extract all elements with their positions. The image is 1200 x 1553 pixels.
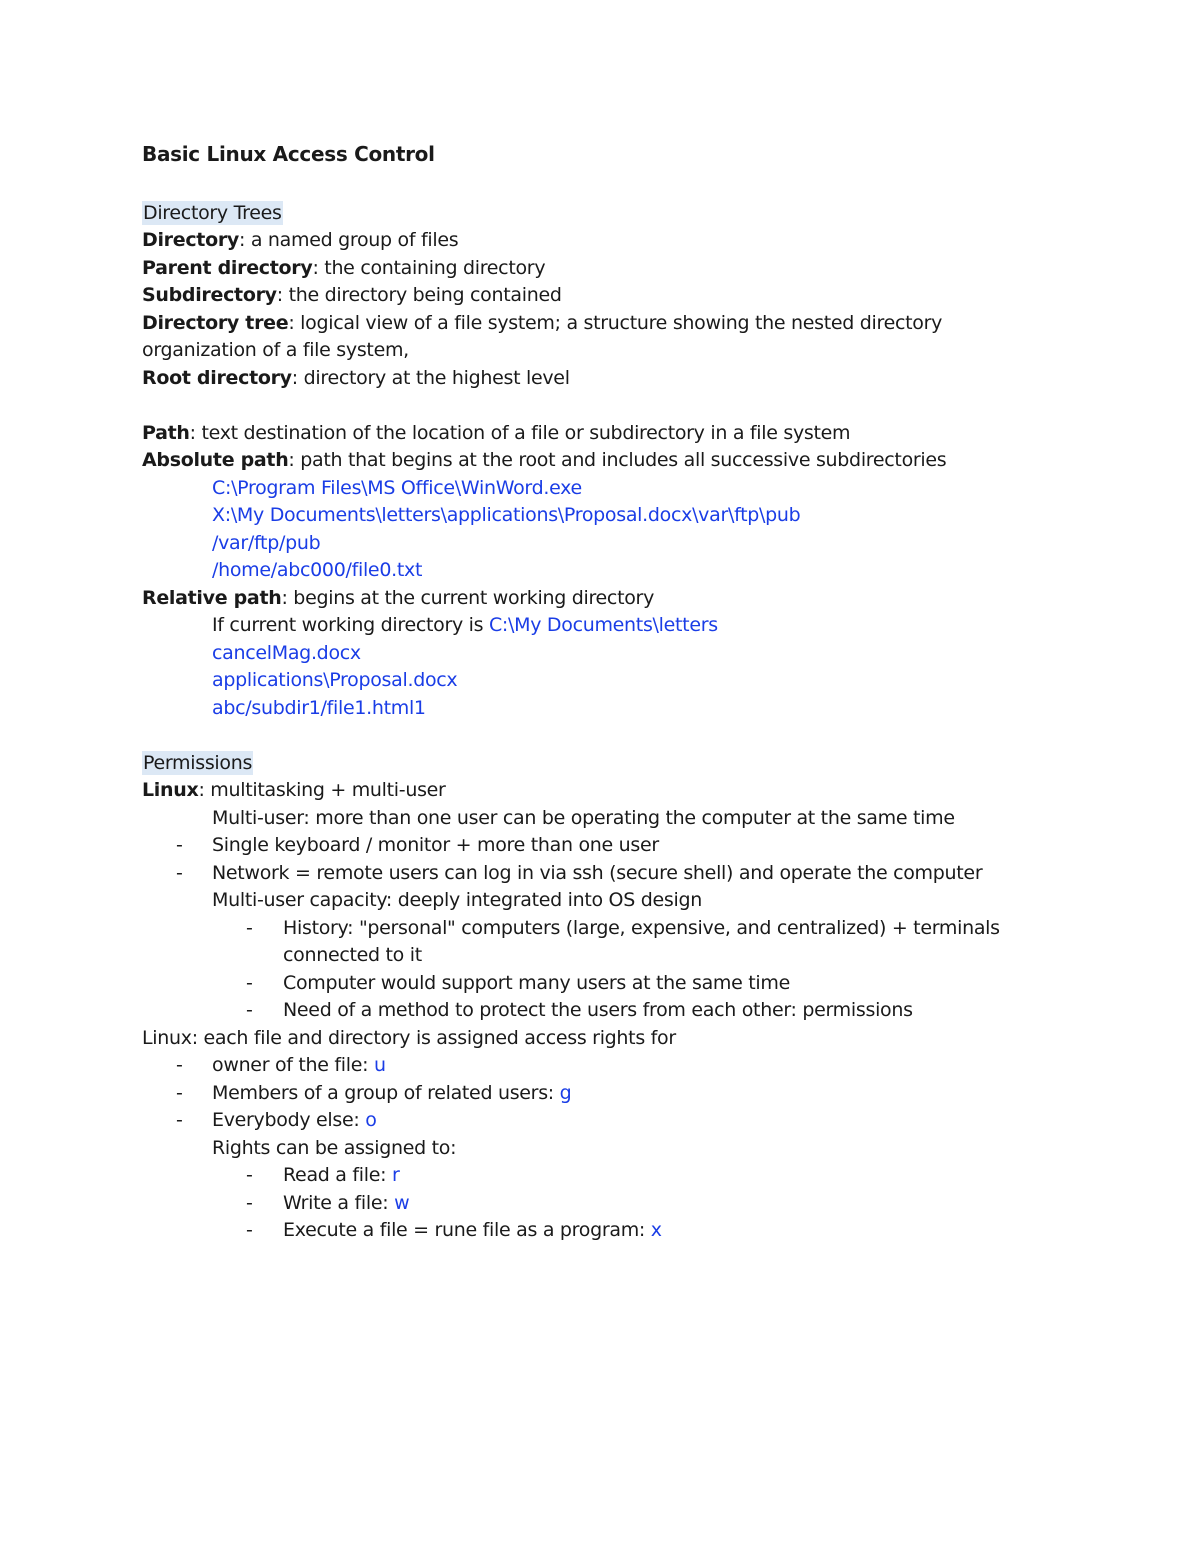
- def-path: Path: text destination of the location of a file or subdirectory in a file system: [142, 421, 851, 444]
- list-item: - Members of a group of related users: g: [176, 1081, 572, 1104]
- list-item: - Everybody else: o: [176, 1109, 377, 1131]
- list-item: - Need of a method to protect the users from each other: permissions: [246, 999, 913, 1021]
- list-item: - Execute a file = rune file as a program: x: [246, 1219, 662, 1241]
- page-title: Basic Linux Access Control: [142, 142, 435, 166]
- list-item: - Network = remote users can log in via ssh (secure shell) and operate the computer: [176, 861, 983, 884]
- def-root-directory: Root directory: directory at the highest level: [142, 366, 570, 389]
- relative-path-example: cancelMag.docx: [212, 641, 361, 664]
- list-item: - History: "personal" computers (large, expensive, and centralized) + terminals: [246, 916, 1000, 939]
- relative-path-example: abc/subdir1/file1.html1: [212, 696, 426, 719]
- def-relative-path: Relative path: begins at the current working directory: [142, 586, 655, 609]
- multi-user-capacity: Multi-user capacity: deeply integrated into OS design: [212, 889, 702, 911]
- list-item: - Computer would support many users at the same time: [246, 971, 790, 994]
- def-directory-tree-cont: organization of a file system,: [142, 339, 409, 361]
- def-parent-directory: Parent directory: the containing directory: [142, 256, 546, 279]
- section-heading-directory-trees: Directory Trees: [143, 201, 282, 224]
- def-directory: Directory: a named group of files: [142, 229, 459, 251]
- def-linux: Linux: multitasking + multi-user: [142, 779, 446, 801]
- absolute-path-example: C:\Program Files\MS Office\WinWord.exe: [212, 476, 582, 499]
- rights-intro: Rights can be assigned to:: [212, 1136, 457, 1159]
- list-item: - Read a file: r: [246, 1164, 400, 1186]
- absolute-path-example: /home/abc000/file0.txt: [212, 559, 423, 581]
- def-directory-tree: Directory tree: logical view of a file system; a structure showing the nested directory: [142, 311, 943, 334]
- list-item: - Write a file: w: [246, 1191, 410, 1214]
- access-rights-intro: Linux: each file and directory is assigned access rights for: [142, 1026, 676, 1049]
- absolute-path-example: /var/ftp/pub: [212, 531, 321, 554]
- relative-path-intro: If current working directory is C:\My Documents\letters: [212, 614, 718, 636]
- multi-user-line: Multi-user: more than one user can be operating the computer at the same time: [212, 806, 955, 829]
- list-item-cont: connected to it: [283, 944, 422, 966]
- relative-path-example: applications\Proposal.docx: [212, 669, 458, 691]
- def-absolute-path: Absolute path: path that begins at the root and includes all successive subdirectories: [142, 449, 947, 471]
- absolute-path-example: X:\My Documents\letters\applications\Proposal.docx\var\ftp\pub: [212, 504, 801, 526]
- section-heading-permissions: Permissions: [143, 751, 253, 774]
- def-subdirectory: Subdirectory: the directory being contained: [142, 284, 562, 306]
- document-body: [142, 141, 1042, 1245]
- list-item: - Single keyboard / monitor + more than one user: [176, 834, 659, 856]
- list-item: - owner of the file: u: [176, 1054, 386, 1076]
